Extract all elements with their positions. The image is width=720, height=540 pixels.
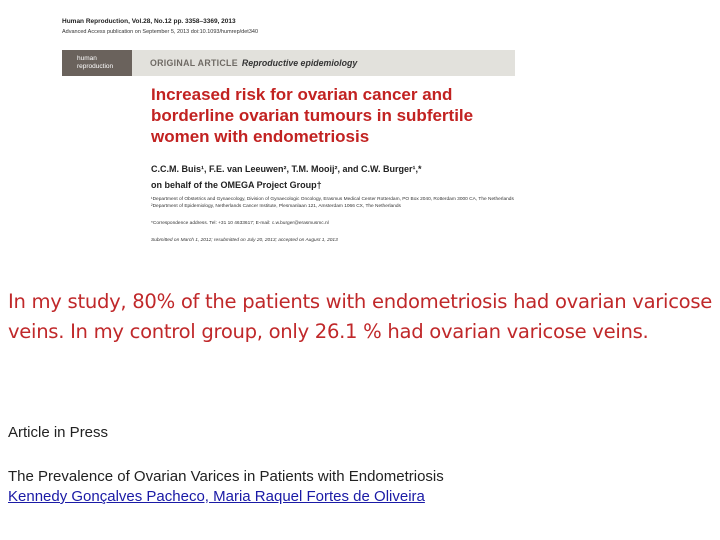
reference-authors-link[interactable]: Kennedy Gonçalves Pacheco, Maria Raquel Fortes de Oliveira bbox=[8, 488, 425, 505]
article-correspondence: *Correspondence address. Tel: +31 10 4633617; E-mail: c.w.burger@erasmusmc.nl bbox=[151, 221, 329, 226]
article-submission-dates: Submitted on March 1, 2012; resubmitted on July 20, 2013; accepted on August 1, 2013 bbox=[151, 238, 338, 243]
article-banner bbox=[62, 50, 515, 76]
reference-title: The Prevalence of Ovarian Varices in Patients with Endometriosis bbox=[8, 468, 444, 485]
article-type-label: ORIGINAL ARTICLE bbox=[150, 58, 238, 68]
study-quote: In my study, 80% of the patients with endometriosis had ovarian varicose veins. In my control group, only 26.1 % had ovarian varicose veins. bbox=[8, 290, 713, 343]
journal-logo bbox=[62, 50, 132, 76]
journal-doi-line: Advanced Access publication on September 5, 2013 doi:10.1093/humrep/det340 bbox=[62, 29, 258, 35]
article-authors: C.C.M. Buis¹, F.E. van Leeuwen², T.M. Mooij², and C.W. Burger¹,* bbox=[151, 164, 422, 174]
article-title: Increased risk for ovarian cancer and borderline ovarian tumours in subfertile women with endometriosis bbox=[151, 85, 474, 146]
article-group: on behalf of the OMEGA Project Group† bbox=[151, 180, 322, 190]
press-label: Article in Press bbox=[8, 424, 109, 441]
article-category: Reproductive epidemiology bbox=[241, 58, 358, 68]
logo-line-1: human bbox=[77, 55, 97, 62]
journal-citation: Human Reproduction, Vol.28, No.12 pp. 3358–3369, 2013 bbox=[62, 18, 236, 25]
logo-line-2: reproduction bbox=[77, 63, 114, 70]
article-affiliations: ¹Department of Obstetrics and Gynaecology, Division of Gynaecologic Oncology, Erasmus Medical Center Rotterdam, PO Box 2040, Rotterdam 3000 CA, The Netherlands ²Department of Epidemiology, Netherlands Cancer Institute, Plesmanlaan 121, Amsterdam 1066 CX, The Netherlands bbox=[151, 197, 514, 209]
article-header-image bbox=[62, 18, 517, 250]
